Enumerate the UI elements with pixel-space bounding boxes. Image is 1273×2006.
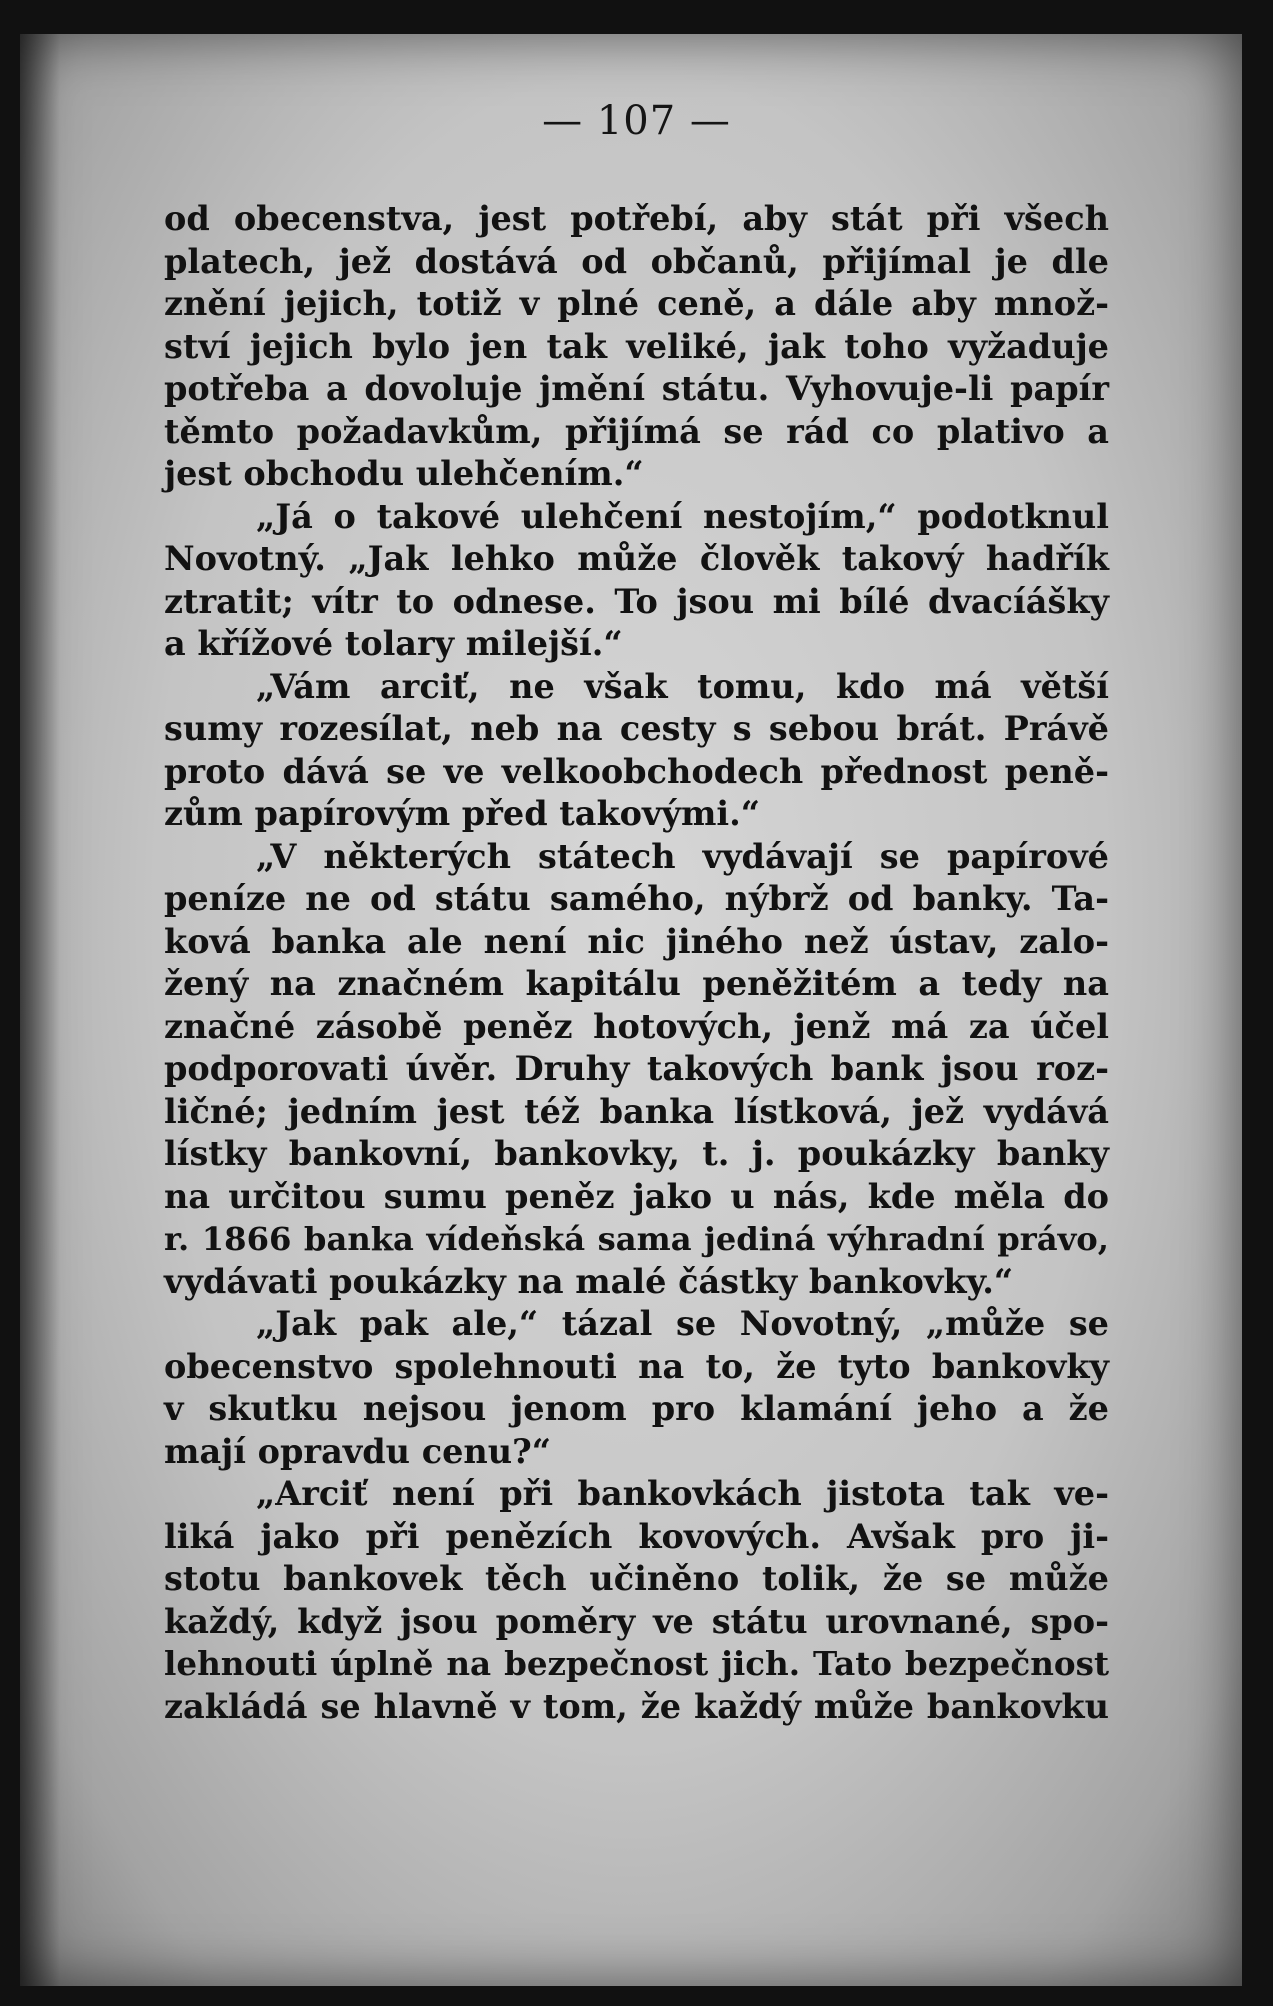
- text-line: „Arciť není při bankovkách jistota tak ve-: [256, 1474, 1109, 1513]
- text-line: lehnouti úplně na bezpečnost jich. Tato bezpečnost: [164, 1644, 1109, 1683]
- text-line: těmto požadavkům, přijímá se rád co plativo a: [164, 411, 1109, 451]
- text-line: každý, když jsou poměry ve státu urovnané, spo-: [164, 1601, 1109, 1641]
- body-text: [164, 198, 1109, 1728]
- text-line: zakládá se hlavně v tom, že každý může bankovku: [164, 1686, 1109, 1726]
- text-line: Novotný. „Jak lehko může člověk takový hadřík: [164, 539, 1109, 578]
- text-line: r. 1866 banka vídeňská sama jediná výhradní právo,: [164, 1220, 1109, 1258]
- text-line: znění jejich, totiž v plné ceně, a dále aby množ-: [164, 284, 1109, 323]
- text-line: a křížové tolary milejší.“: [164, 624, 623, 663]
- text-line: lístky bankovní, bankovky, t. j. poukázky banky: [164, 1134, 1109, 1173]
- text-line: žený na značném kapitálu peněžitém a tedy na: [164, 964, 1109, 1003]
- text-line: ztratit; vítr to odnese. To jsou mi bílé dvacíášky: [164, 581, 1109, 621]
- text-line: „V některých státech vydávají se papírové: [256, 836, 1109, 876]
- text-line: vydávati poukázky na malé částky bankovky.“: [164, 1261, 1014, 1301]
- text-line: značné zásobě peněz hotových, jenž má za účel: [164, 1006, 1109, 1046]
- text-line: od obecenstva, jest potřebí, aby stát při všech: [164, 199, 1109, 238]
- text-line: ství jejich bylo jen tak veliké, jak toho vyžaduje: [164, 326, 1109, 366]
- text-line: podporovati úvěr. Druhy takových bank jsou roz-: [164, 1049, 1109, 1088]
- text-line: ková banka ale není nic jiného než ústav, zalo-: [164, 921, 1109, 961]
- text-line: platech, jež dostává od občanů, přijímal je dle: [164, 241, 1109, 281]
- binding-shadow: [20, 34, 60, 1986]
- text-line: proto dává se ve velkoobchodech přednost peně-: [164, 751, 1109, 791]
- text-line: v skutku nejsou jenom pro klamání jeho a že: [164, 1389, 1109, 1428]
- text-line: ličné; jedním jest též banka lístková, jež vydává: [164, 1091, 1109, 1131]
- text-line: zům papírovým před takovými.“: [164, 794, 761, 833]
- text-line: na určitou sumu peněz jako u nás, kde měla do: [164, 1176, 1109, 1216]
- text-line: stotu bankovek těch učiněno tolik, že se může: [164, 1559, 1109, 1598]
- page-number: — 107 —: [542, 98, 731, 144]
- text-line: „Vám arciť, ne však tomu, kdo má větší: [256, 666, 1109, 706]
- text-line: „Já o takové ulehčení nestojím,“ podotknul: [256, 496, 1109, 536]
- text-line: „Jak pak ale,“ tázal se Novotný, „může se: [256, 1304, 1109, 1343]
- text-line: potřeba a dovoluje jmění státu. Vyhovuje-li papír: [164, 369, 1109, 408]
- text-line: liká jako při penězích kovových. Avšak pro ji-: [164, 1516, 1109, 1556]
- text-line: obecenstvo spolehnouti na to, že tyto bankovky: [164, 1346, 1109, 1386]
- text-line: jest obchodu ulehčením.“: [164, 454, 644, 493]
- text-line: sumy rozesílat, neb na cesty s sebou brát. Právě: [164, 709, 1109, 748]
- text-line: mají opravdu cenu?“: [164, 1431, 552, 1471]
- text-line: peníze ne od státu samého, nýbrž od banky. Ta-: [164, 879, 1109, 918]
